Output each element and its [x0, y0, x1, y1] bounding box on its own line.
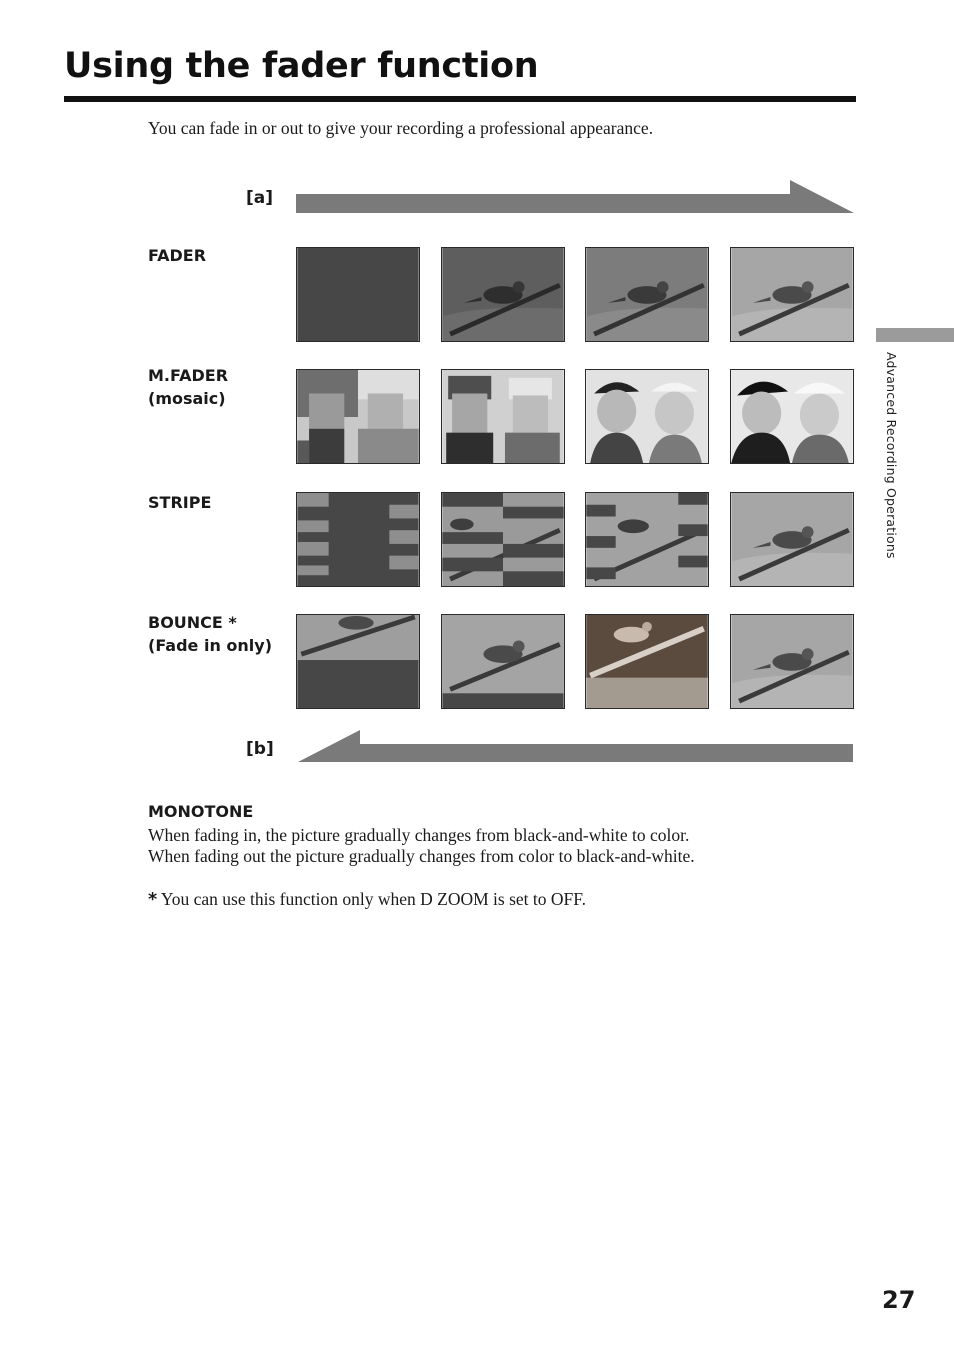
fader-frame-4: [730, 247, 854, 342]
section-tab: [876, 328, 954, 342]
footnote-star: *: [148, 890, 158, 910]
bird-stripe-image: [442, 493, 564, 586]
arrow-right-icon: [296, 178, 856, 214]
bird-stripe-image: [297, 493, 419, 586]
fader-frame-1: [296, 247, 420, 342]
arrow-left-icon: [296, 728, 856, 764]
row-label-mfader: M.FADER (mosaic): [148, 366, 229, 408]
section-tab-label: Advanced Recording Operations: [884, 352, 899, 559]
footnote: [148, 889, 586, 910]
page-number: 27: [882, 1286, 916, 1314]
bird-bounce-image: [297, 615, 419, 708]
children-image: [731, 370, 853, 463]
bird-image: [731, 493, 853, 586]
stripe-frame-1: [296, 492, 420, 587]
children-mosaic-image: [442, 370, 564, 463]
dark-frame-image: [297, 248, 419, 341]
monotone-heading: MONOTONE: [148, 802, 254, 821]
fader-frame-2: [441, 247, 565, 342]
bird-image: [442, 248, 564, 341]
bounce-frame-3: [585, 614, 709, 709]
bird-image: [731, 248, 853, 341]
bird-image: [731, 615, 853, 708]
fader-frame-3: [585, 247, 709, 342]
children-mosaic-image: [297, 370, 419, 463]
stripe-frame-3: [585, 492, 709, 587]
mfader-frame-2: [441, 369, 565, 464]
mfader-frame-3: [585, 369, 709, 464]
stripe-frame-2: [441, 492, 565, 587]
arrow-a-label: [a]: [246, 188, 274, 208]
mfader-frame-1: [296, 369, 420, 464]
bird-stripe-image: [586, 493, 708, 586]
footnote-text: You can use this function only when D ZOOM is set to OFF.: [157, 889, 586, 909]
row-label-fader: FADER: [148, 246, 207, 265]
row-label-stripe: STRIPE: [148, 493, 212, 512]
intro-text: You can fade in or out to give your recording a professional appearance.: [148, 118, 654, 138]
children-image: [586, 370, 708, 463]
mfader-frame-4: [730, 369, 854, 464]
bounce-frame-1: [296, 614, 420, 709]
bounce-frame-2: [441, 614, 565, 709]
arrow-b-label: [b]: [246, 739, 274, 759]
bird-bounce-sepia-image: [586, 615, 708, 708]
bounce-frame-4: [730, 614, 854, 709]
page-title: Using the fader function: [64, 46, 539, 86]
stripe-frame-4: [730, 492, 854, 587]
bird-image: [586, 248, 708, 341]
title-rule: [64, 96, 856, 102]
monotone-line-1: When fading in, the picture gradually changes from black-and-white to color.: [148, 825, 690, 845]
row-label-bounce: BOUNCE * (Fade in only): [148, 613, 273, 655]
monotone-line-2: When fading out the picture gradually changes from color to black-and-white.: [148, 846, 695, 866]
bird-bounce-image: [442, 615, 564, 708]
